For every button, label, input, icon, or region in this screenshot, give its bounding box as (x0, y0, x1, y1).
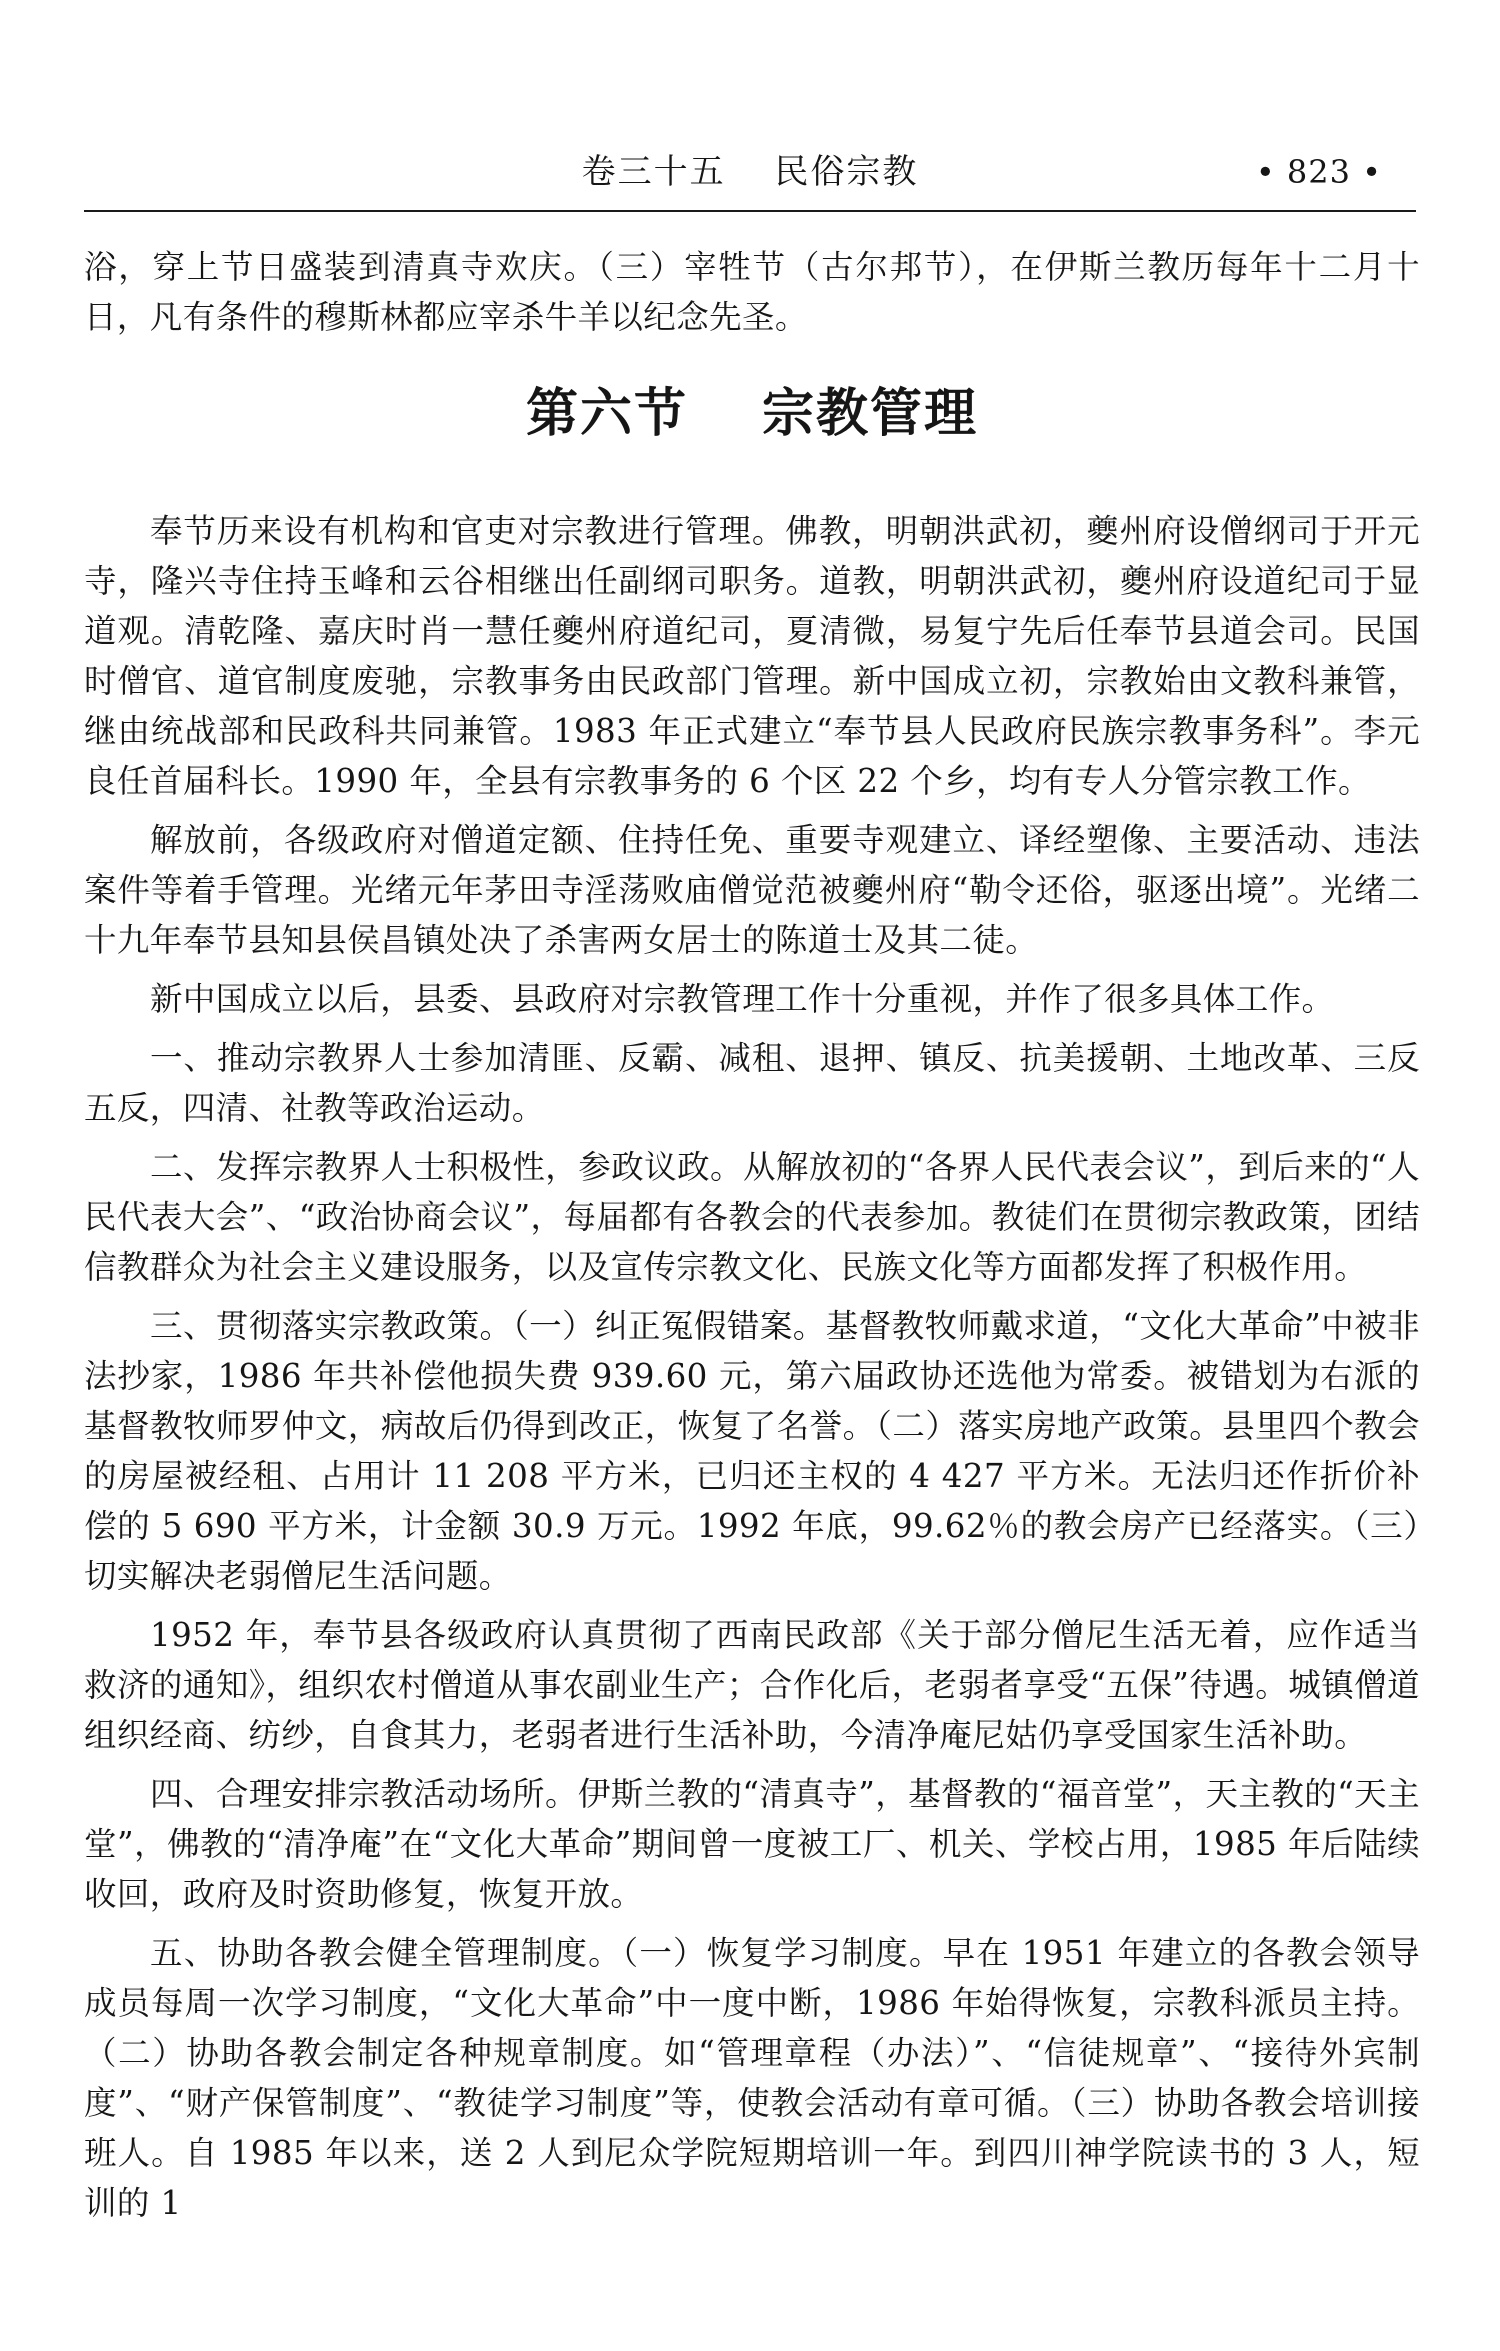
paragraph-item-2: 二、发挥宗教界人士积极性，参政议政。从解放初的“各界人民代表会议”，到后来的“人民代表大会”、“政治协商会议”，每届都有各教会的代表参加。教徒们在贯彻宗教政策，团结信教群众为社会主义建设服务，以及宣传宗教文化、民族文化等方面都发挥了积极作用。 (84, 1148, 1420, 1286)
paragraph-1952: 1952 年，奉节县各级政府认真贯彻了西南民政部《关于部分僧尼生活无着，应作适当救济的通知》，组织农村僧道从事农副业生产；合作化后，老弱者享受“五保”待遇。城镇僧道组织经商、纺纱，自食其力，老弱者进行生活补助，今清净庵尼姑仍享受国家生活补助。 (84, 1616, 1420, 1754)
running-header (84, 150, 1416, 212)
paragraph-history: 奉节历来设有机构和官吏对宗教进行管理。佛教，明朝洪武初，夔州府设僧纲司于开元寺，隆兴寺住持玉峰和云谷相继出任副纲司职务。道教，明朝洪武初，夔州府设道纪司于显道观。清乾隆、嘉庆时肖一慧任夔州府道纪司，夏清微，易复宁先后任奉节县道会司。民国时僧官、道官制度废驰，宗教事务由民政部门管理。新中国成立初，宗教始由文教科兼管，继由统战部和民政科共同兼管。1983 年正式建立“奉节县人民政府民族宗教事务科”。李元良任首届科长。1990 年，全县有宗教事务的 6 个区 22 个乡，均有专人分管宗教工作。 (84, 512, 1420, 800)
paragraph-item-4: 四、合理安排宗教活动场所。伊斯兰教的“清真寺”，基督教的“福音堂”，天主教的“天主堂”，佛教的“清净庵”在“文化大革命”期间曾一度被工厂、机关、学校占用，1985 年后陆续收回，政府及时资助修复，恢复开放。 (84, 1775, 1420, 1913)
paragraph-after-liberation: 新中国成立以后，县委、县政府对宗教管理工作十分重视，并作了很多具体工作。 (150, 980, 1335, 1018)
page-number: • 823 • (1255, 153, 1382, 191)
section-title: 第六节 宗教管理 (525, 383, 979, 444)
paragraph-pre-liberation: 解放前，各级政府对僧道定额、住持任免、重要寺观建立、译经塑像、主要活动、违法案件等着手管理。光绪元年茅田寺淫荡败庙僧觉范被夔州府“勒令还俗，驱逐出境”。光绪二十九年奉节县知县侯昌镇处决了杀害两女居士的陈道士及其二徒。 (84, 821, 1420, 959)
paragraph-item-1: 一、推动宗教界人士参加清匪、反霸、减租、退押、镇反、抗美援朝、土地改革、三反五反，四清、社教等政治运动。 (84, 1039, 1420, 1127)
paragraph-item-3: 三、贯彻落实宗教政策。（一）纠正冤假错案。基督教牧师戴求道，“文化大革命”中被非法抄家，1986 年共补偿他损失费 939.60 元，第六届政协还选他为常委。被错划为右派的基督教牧师罗仲文，病故后仍得到改正，恢复了名誉。（二）落实房地产政策。县里四个教会的房屋被经租、占用计 11 208 平方米，已归还主权的 4 427 平方米。无法归还作折价补偿的 5 690 平方米，计金额 30.9 万元。1992 年底，99.62％的教会房产已经落实。（三）切实解决老弱僧尼生活问题。 (84, 1307, 1420, 1595)
continued-paragraph: 浴，穿上节日盛装到清真寺欢庆。（三）宰牲节（古尔邦节），在伊斯兰教历每年十二月十日，凡有条件的穆斯林都应宰杀牛羊以纪念先圣。 (84, 248, 1420, 336)
paragraph-item-5: 五、协助各教会健全管理制度。（一）恢复学习制度。早在 1951 年建立的各教会领导成员每周一次学习制度，“文化大革命”中一度中断，1986 年始得恢复，宗教科派员主持。（二）协助各教会制定各种规章制度。如“管理章程（办法）”、“信徒规章”、“接待外宾制度”、“财产保管制度”、“教徒学习制度”等，使教会活动有章可循。（三）协助各教会培训接班人。自 1985 年以来，送 2 人到尼众学院短期培训一年。到四川神学院读书的 3 人，短训的 1 (84, 1934, 1420, 2222)
chapter-title: 卷三十五 民俗宗教 (581, 152, 919, 192)
page-body (84, 242, 1420, 2228)
